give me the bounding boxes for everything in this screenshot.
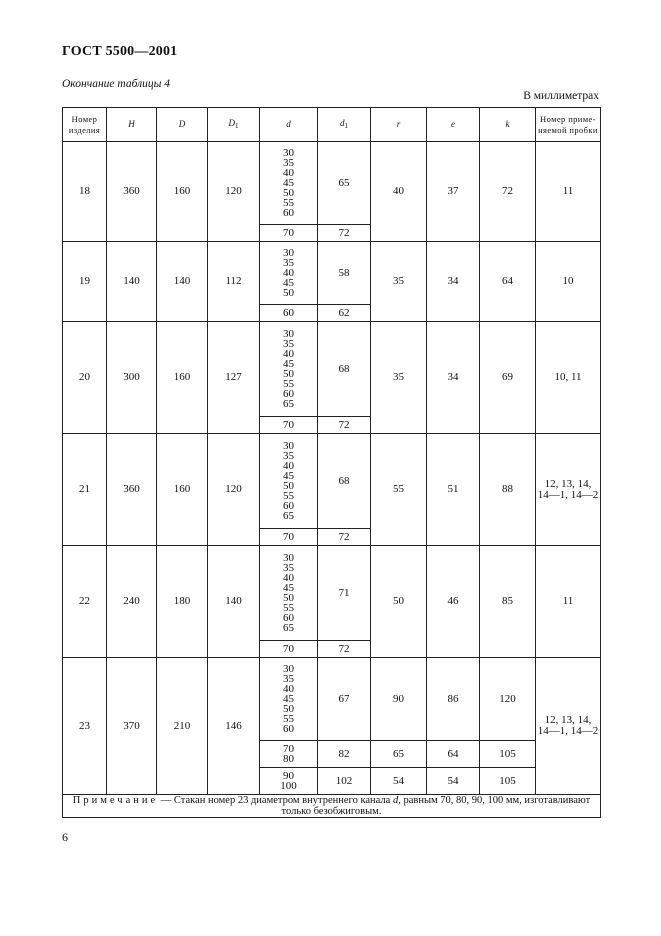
- diameter-value: 60: [283, 388, 294, 400]
- diameter-value: 50: [283, 592, 294, 604]
- k-cell: 105: [480, 768, 536, 795]
- page-number: 6: [62, 830, 68, 844]
- diameter-value: 35: [283, 338, 294, 350]
- plug-number-cell: [536, 434, 601, 546]
- diameter-value: 50: [283, 480, 294, 492]
- D1-cell: 112: [208, 242, 260, 322]
- diameter-value: 70: [283, 643, 294, 655]
- D-cell: 180: [157, 546, 208, 658]
- H-cell: 360: [107, 434, 157, 546]
- k-cell: 105: [480, 741, 536, 768]
- d1-cell: 72: [318, 417, 371, 434]
- d1-cell: 72: [318, 225, 371, 242]
- diameter-value: 60: [283, 307, 294, 319]
- diameter-value: 80: [283, 753, 294, 765]
- d1-cell: 72: [318, 641, 371, 658]
- col-header-number: Номер изделия: [63, 108, 107, 142]
- k-cell: 120: [480, 658, 536, 741]
- table-note-row: [63, 795, 601, 818]
- col-header-plug-number: Номер приме- няемой пробки: [536, 108, 601, 142]
- item-number-cell: 20: [63, 322, 107, 434]
- table-row: [63, 658, 601, 741]
- plug-number-cell: [536, 658, 601, 795]
- col-header-D1: $D_1$: [208, 108, 260, 142]
- H-cell: 300: [107, 322, 157, 434]
- diameter-value: 60: [283, 207, 294, 219]
- diameter-value: 40: [283, 167, 294, 179]
- diameter-value: 70: [283, 227, 294, 239]
- D-cell: 160: [157, 434, 208, 546]
- plug-number-line: 10, 11: [554, 371, 582, 383]
- D1-cell: 140: [208, 546, 260, 658]
- document-title: ГОСТ 5500—2001: [62, 44, 178, 59]
- diameter-value: 40: [283, 348, 294, 360]
- diameter-value: 45: [283, 693, 294, 705]
- diameter-value: 40: [283, 460, 294, 472]
- d-cell: [260, 142, 318, 225]
- r-cell: 35: [371, 242, 427, 322]
- r-cell: 35: [371, 322, 427, 434]
- D-cell: 160: [157, 142, 208, 242]
- d-cell: [260, 434, 318, 529]
- d-cell: [260, 546, 318, 641]
- d-cell: [260, 242, 318, 305]
- table-row: [63, 546, 601, 641]
- d1-cell: 71: [318, 546, 371, 641]
- H-cell: 370: [107, 658, 157, 795]
- d-cell: [260, 305, 318, 322]
- r-cell: 40: [371, 142, 427, 242]
- col-header-H: H: [107, 108, 157, 142]
- col-header-D: D: [157, 108, 208, 142]
- plug-number-line: 10: [562, 275, 574, 287]
- diameter-value: 40: [283, 572, 294, 584]
- diameter-value: 70: [283, 419, 294, 431]
- plug-number-line: 14—1, 14—2: [537, 725, 599, 737]
- plug-number-cell: [536, 322, 601, 434]
- diameter-value: 60: [283, 723, 294, 735]
- d-cell: [260, 658, 318, 741]
- diameter-value: 50: [283, 368, 294, 380]
- item-number-cell: 19: [63, 242, 107, 322]
- diameter-value: 65: [283, 510, 294, 522]
- col-header-e: e: [427, 108, 480, 142]
- table-row: [63, 434, 601, 529]
- plug-number-cell: [536, 546, 601, 658]
- diameter-value: 30: [283, 552, 294, 564]
- diameter-value: 45: [283, 582, 294, 594]
- dimensions-table: [62, 107, 601, 818]
- H-cell: 360: [107, 142, 157, 242]
- item-number-cell: 23: [63, 658, 107, 795]
- units-label: В миллиметрах: [523, 90, 599, 102]
- diameter-value: 30: [283, 247, 294, 259]
- plug-number-line: 11: [562, 595, 574, 607]
- e-cell: 86: [427, 658, 480, 741]
- item-number-cell: 18: [63, 142, 107, 242]
- plug-number-line: 12, 13, 14,: [544, 714, 592, 726]
- d1-cell: 68: [318, 322, 371, 417]
- D1-cell: 120: [208, 142, 260, 242]
- d1-cell: 102: [318, 768, 371, 795]
- e-cell: 54: [427, 768, 480, 795]
- d1-cell: 62: [318, 305, 371, 322]
- r-cell: 90: [371, 658, 427, 741]
- d1-cell: 65: [318, 142, 371, 225]
- diameter-value: 30: [283, 147, 294, 159]
- diameter-value: 45: [283, 177, 294, 189]
- diameter-value: 50: [283, 287, 294, 299]
- diameter-value: 70: [283, 531, 294, 543]
- D1-cell: 127: [208, 322, 260, 434]
- e-cell: 37: [427, 142, 480, 242]
- d1-cell: 68: [318, 434, 371, 529]
- d1-cell: 72: [318, 529, 371, 546]
- plug-number-cell: [536, 242, 601, 322]
- D1-cell: 120: [208, 434, 260, 546]
- diameter-value: 60: [283, 500, 294, 512]
- k-cell: 88: [480, 434, 536, 546]
- diameter-value: 35: [283, 450, 294, 462]
- diameter-value: 50: [283, 703, 294, 715]
- table-row: [63, 242, 601, 305]
- diameter-value: 30: [283, 663, 294, 675]
- col-header-r: r: [371, 108, 427, 142]
- r-cell: 50: [371, 546, 427, 658]
- diameter-value: 60: [283, 612, 294, 624]
- d1-cell: 82: [318, 741, 371, 768]
- r-cell: 65: [371, 741, 427, 768]
- plug-number-line: 12, 13, 14,: [544, 477, 592, 490]
- d-cell: [260, 768, 318, 795]
- table-note: Примечание — Стакан номер 23 диаметром внутреннего канала d, равным 70, 80, 90, 100 мм, изготавливают только безобжиговым.: [63, 795, 601, 818]
- diameter-value: 70: [283, 743, 294, 755]
- item-number-cell: 22: [63, 546, 107, 658]
- D-cell: 210: [157, 658, 208, 795]
- d-cell: [260, 417, 318, 434]
- k-cell: 85: [480, 546, 536, 658]
- diameter-value: 100: [280, 780, 297, 792]
- diameter-value: 45: [283, 358, 294, 370]
- diameter-value: 55: [283, 602, 294, 614]
- diameter-value: 30: [283, 440, 294, 452]
- diameter-value: 35: [283, 562, 294, 574]
- diameter-value: 90: [283, 770, 294, 782]
- e-cell: 64: [427, 741, 480, 768]
- D-cell: 140: [157, 242, 208, 322]
- e-cell: 51: [427, 434, 480, 546]
- diameter-value: 40: [283, 267, 294, 279]
- diameter-value: 55: [283, 490, 294, 502]
- diameter-value: 55: [283, 378, 294, 390]
- diameter-value: 40: [283, 683, 294, 695]
- e-cell: 34: [427, 242, 480, 322]
- d1-cell: 58: [318, 242, 371, 305]
- diameter-value: 50: [283, 187, 294, 199]
- diameter-value: 55: [283, 713, 294, 725]
- diameter-value: 65: [283, 622, 294, 634]
- d-cell: [260, 322, 318, 417]
- e-cell: 34: [427, 322, 480, 434]
- diameter-value: 35: [283, 673, 294, 685]
- D-cell: 160: [157, 322, 208, 434]
- diameter-value: 55: [283, 197, 294, 209]
- diameter-value: 35: [283, 157, 294, 169]
- plug-number-cell: [536, 142, 601, 242]
- d-cell: [260, 741, 318, 768]
- d-cell: [260, 529, 318, 546]
- d-cell: [260, 225, 318, 242]
- col-header-d: d: [260, 108, 318, 142]
- H-cell: 240: [107, 546, 157, 658]
- plug-number-line: 11: [562, 185, 574, 197]
- H-cell: 140: [107, 242, 157, 322]
- diameter-value: 35: [283, 257, 294, 269]
- D1-cell: 146: [208, 658, 260, 795]
- table-row: [63, 322, 601, 417]
- item-number-cell: 21: [63, 434, 107, 546]
- r-cell: 55: [371, 434, 427, 546]
- k-cell: 69: [480, 322, 536, 434]
- table-row: [63, 142, 601, 225]
- k-cell: 72: [480, 142, 536, 242]
- diameter-value: 30: [283, 328, 294, 340]
- table-header-row: [63, 108, 601, 142]
- diameter-value: 45: [283, 277, 294, 289]
- col-header-d1: $d_1$: [318, 108, 371, 142]
- d1-cell: 67: [318, 658, 371, 741]
- r-cell: 54: [371, 768, 427, 795]
- diameter-value: 45: [283, 470, 294, 482]
- diameter-value: 65: [283, 398, 294, 410]
- e-cell: 46: [427, 546, 480, 658]
- table-continuation-caption: Окончание таблицы 4: [62, 78, 170, 90]
- d-cell: [260, 641, 318, 658]
- col-header-k: k: [480, 108, 536, 142]
- plug-number-line: 14—1, 14—2: [537, 488, 599, 501]
- k-cell: 64: [480, 242, 536, 322]
